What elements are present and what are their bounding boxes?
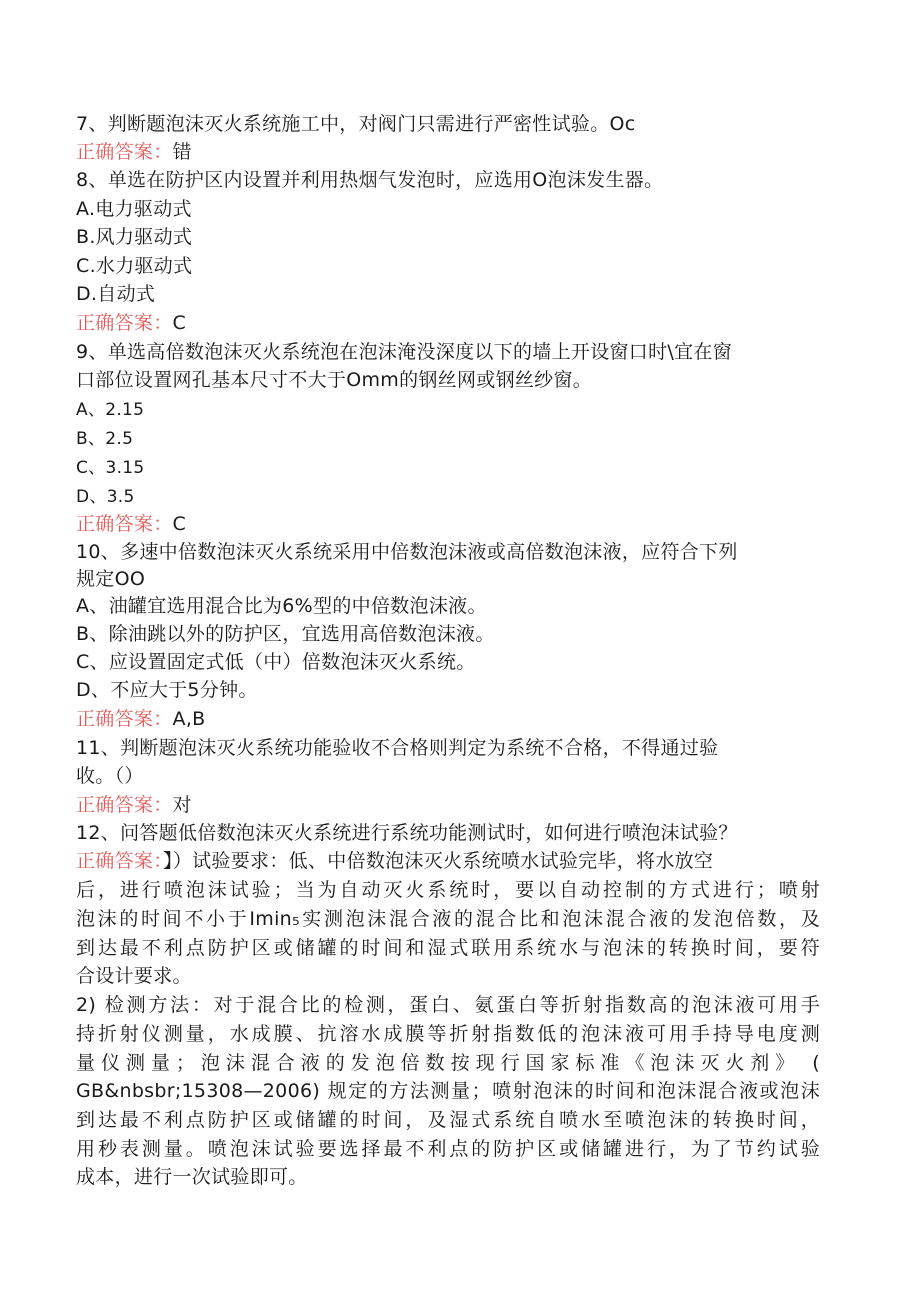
answer-label: 正确答案： <box>76 850 164 872</box>
question-10-stem-line-1: 10、多速中倍数泡沫灭火系统采用中倍数泡沫液或高倍数泡沫液，应符合下列 <box>76 541 738 563</box>
question-10-option-d: D、不应大于5分钟。 <box>76 679 258 701</box>
answer-paragraph-line: GB&nbsbr;15308—2006) 规定的方法测量；喷射泡沫的时间和泡沫混合液或泡沫 <box>76 1080 820 1102</box>
question-11-stem-line-1: 11、判断题泡沫灭火系统功能验收不合格则判定为系统不合格，不得通过验 <box>76 737 719 759</box>
answer-label: 正确答案： <box>76 141 173 163</box>
answer-paragraph-line: 泡沫的时间不小于Imin₅实测泡沫混合液的混合比和泡沫混合液的发泡倍数，及 <box>76 908 820 930</box>
question-12-stem: 12、问答题低倍数泡沫灭火系统进行系统功能测试时，如何进行喷泡沫试验？ <box>76 822 738 844</box>
question-7-stem: 7、判断题泡沫灭火系统施工中，对阀门只需进行严密性试验。Oc <box>76 113 636 135</box>
answer-paragraph-line: 持折射仪测量，水成膜、抗溶水成膜等折射指数低的泡沫液可用手持导电度测 <box>76 1023 820 1045</box>
answer-paragraph-line: 成本，进行一次试验即可。 <box>76 1166 308 1188</box>
answer-paragraph-line: 后，进行喷泡沫试验；当为自动灭火系统时，要以自动控制的方式进行；喷射 <box>76 879 820 901</box>
question-10-option-c: C、应设置固定式低（中）倍数泡沫灭火系统。 <box>76 651 476 673</box>
question-9-stem-line-2: 口部位设置网孔基本尺寸不大于Omm的钢丝网或钢丝纱窗。 <box>76 369 593 391</box>
question-11-answer <box>76 792 192 818</box>
answer-label: 正确答案： <box>76 513 173 535</box>
question-8-stem: 8、单选在防护区内设置并利用热烟气发泡时，应选用O泡沫发生器。 <box>76 169 664 191</box>
answer-label: 正确答案： <box>76 794 173 816</box>
question-10-answer <box>76 706 206 732</box>
answer-first-line: 】）试验要求：低、中倍数泡沫灭火系统喷水试验完毕，将水放空 <box>163 850 714 872</box>
answer-paragraph-line: 到达最不利点防护区或储罐的时间，及湿式系统自喷水至喷泡沫的转换时间， <box>76 1109 820 1131</box>
question-9-stem-line-1: 9、单选高倍数泡沫灭火系统泡在泡沫淹没深度以下的墙上开设窗口时\宜在窗 <box>76 341 732 363</box>
answer-value: C <box>172 312 187 334</box>
answer-value: A,B <box>172 708 206 730</box>
question-9-answer <box>76 511 186 537</box>
question-8-option-c: C.水力驱动式 <box>76 255 193 277</box>
answer-value: C <box>172 513 187 535</box>
question-10-stem-line-2: 规定OO <box>76 568 146 590</box>
question-9-option-c: C、3.15 <box>76 458 145 478</box>
question-11-stem-line-2: 收。（） <box>76 765 144 787</box>
question-10-option-a: A、油罐宜选用混合比为6%型的中倍数泡沫液。 <box>76 595 487 617</box>
question-9-option-b: B、2.5 <box>76 429 134 449</box>
question-9-option-d: D、3.5 <box>76 487 135 507</box>
answer-value: 对 <box>172 794 192 816</box>
answer-value: 错 <box>172 141 192 163</box>
question-8-option-a: A.电力驱动式 <box>76 198 192 220</box>
answer-paragraph-line: 合设计要求。 <box>76 965 192 987</box>
question-10-option-b: B、除油跳以外的防护区，宜选用高倍数泡沫液。 <box>76 623 495 645</box>
question-9-option-a: A、2.15 <box>76 400 145 420</box>
question-12-answer <box>76 848 713 874</box>
answer-label: 正确答案： <box>76 708 173 730</box>
answer-paragraph-line: 用秒表测量。喷泡沫试验要选择最不利点的防护区或储罐进行，为了节约试验 <box>76 1138 820 1160</box>
answer-label: 正确答案： <box>76 312 173 334</box>
answer-paragraph-line: 2) 检测方法：对于混合比的检测，蛋白、氨蛋白等折射指数高的泡沫液可用手 <box>76 994 820 1016</box>
question-8-option-b: B.风力驱动式 <box>76 226 193 248</box>
question-7-answer <box>76 139 192 165</box>
answer-paragraph-line: 到达最不利点防护区或储罐的时间和湿式联用系统水与泡沫的转换时间，要符 <box>76 937 820 959</box>
question-8-answer <box>76 310 186 336</box>
question-8-option-d: D.自动式 <box>76 283 156 305</box>
answer-paragraph-line: 量仪测量；泡沫混合液的发泡倍数按现行国家标准《泡沫灭火剂》 ( <box>76 1052 820 1074</box>
